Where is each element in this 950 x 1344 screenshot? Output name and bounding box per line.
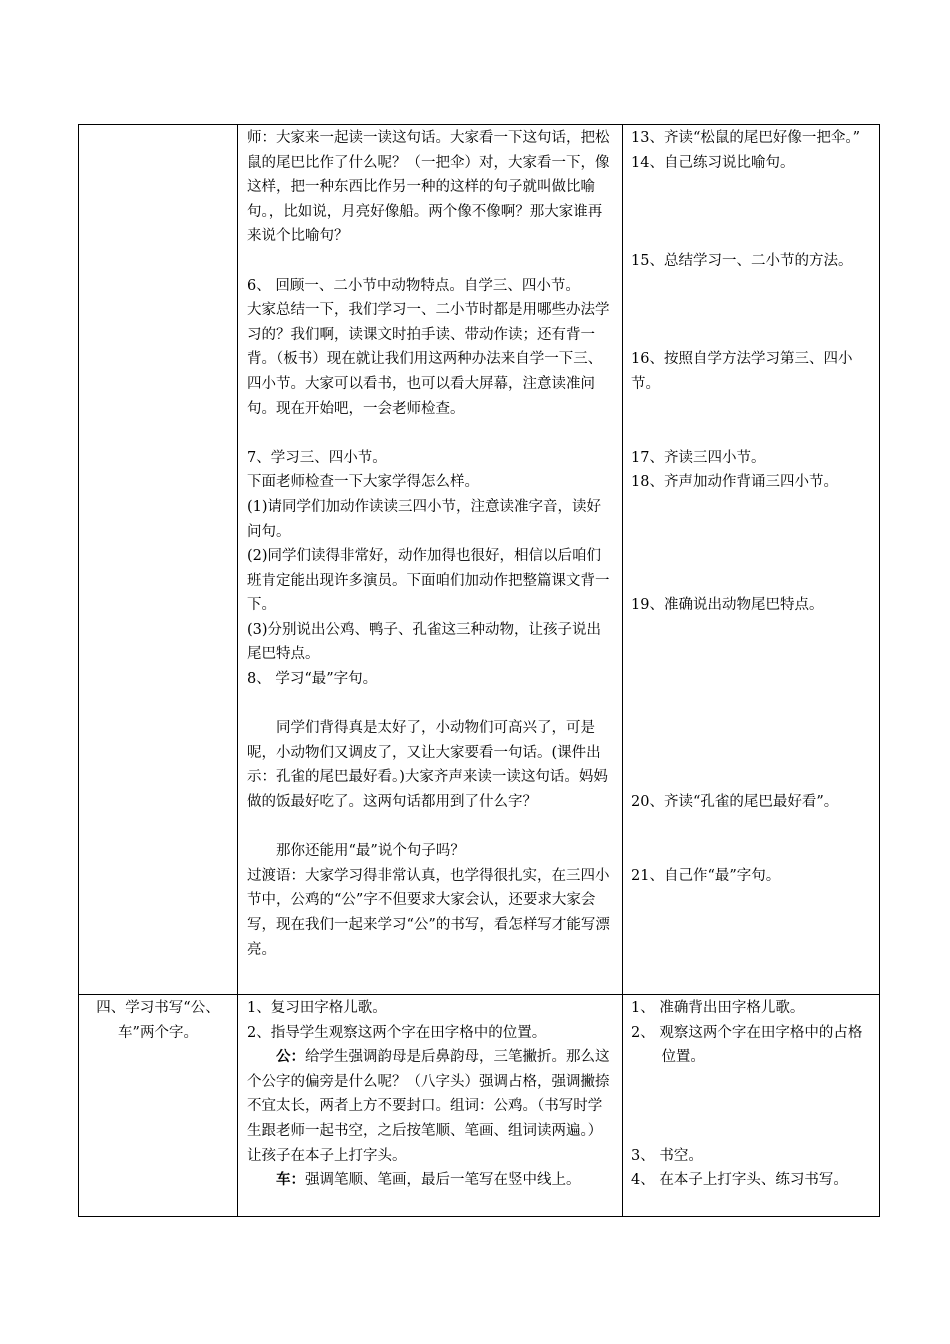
student-step-14: 14、自己练习说比喻句。 xyxy=(631,154,795,171)
teacher-step-2: 2、指导学生观察这两个字在田字格中的位置。 xyxy=(247,1024,547,1041)
student-step-17: 17、齐读三四小节。 xyxy=(631,449,766,466)
student-step-16: 16、按照自学方法学习第三、四小节。 xyxy=(631,351,853,392)
teacher-step-6-body: 大家总结一下，我们学习一、二小节时都是用哪些办法学习的？我们啊，读课文时拍手读、带动作读；还有背一背。（板书）现在就让我们用这两种办法来自学一下三、四小节。大家可以看书，也可以看大屏幕，注意读准问句。现在开始吧，一会老师检查。 xyxy=(247,302,610,417)
teacher-step-7-intro: 下面老师检查一下大家学得怎么样。 xyxy=(247,474,479,491)
student-step-19: 19、准确说出动物尾巴特点。 xyxy=(631,597,824,614)
student-step-15: 15、总结学习一、二小节的方法。 xyxy=(631,252,853,269)
student-step-2: 2、 观察这两个字在田字格中的占格位置。 xyxy=(631,1024,863,1066)
teacher-activity-cell xyxy=(238,125,623,995)
student-step-20: 20、齐读“孔雀的尾巴最好看”。 xyxy=(631,794,839,811)
teacher-transition-text: 过渡语：大家学习得非常认真，也学得很扎实，在三四小节中，公鸡的“公”字不但要求大家会认，还要求大家会写，现在我们一起来学习“公”的书写，看怎样写才能写漂亮。 xyxy=(247,867,610,958)
student-step-21: 21、自己作“最”字句。 xyxy=(631,867,781,884)
table-row xyxy=(79,995,880,1217)
teacher-step-8-body: 同学们背得真是太好了，小动物们可高兴了，可是呢，小动物们又调皮了，又让大家要看一句话。(课件出示：孔雀的尾巴最好看。)大家齐声来读一读这句话。妈妈做的饭最好吃了。这两句话都用到了什么字？ xyxy=(247,720,608,811)
teacher-activity-cell xyxy=(238,995,623,1217)
student-step-1: 1、 准确背出田字格儿歌。 xyxy=(631,1000,805,1016)
teacher-step-7-item-3: (3)分别说出公鸡、鸭子、孔雀这三种动物，让孩子说出尾巴特点。 xyxy=(247,621,602,663)
stage-cell xyxy=(79,125,238,995)
student-step-13: 13、齐读“松鼠的尾巴好像一把伞。” xyxy=(631,130,861,146)
student-activity-cell xyxy=(623,125,880,995)
che-label: 车： xyxy=(276,1171,305,1189)
teacher-step-6-title: 6、 回顾一、二小节中动物特点。自学三、四小节。 xyxy=(247,277,580,294)
teacher-step-7-title: 7、学习三、四小节。 xyxy=(247,449,387,466)
lesson-plan-table xyxy=(78,124,880,1217)
stage-text xyxy=(79,125,237,127)
teacher-step-8-title: 8、 学习“最”字句。 xyxy=(247,671,378,688)
teacher-step-5-text: 师：大家来一起读一读这句话。大家看一下这句话，把松鼠的尾巴比作了什么呢？（一把伞）对，大家看一下，像这样，把一种东西比作另一种的这样的句子就叫做比喻句。，比如说，月亮好像船。两个像不像啊？那大家谁再来说个比喻句？ xyxy=(247,130,610,245)
stage-text: 四、学习书写“公、车”两个字。 xyxy=(96,1000,220,1041)
student-activity-cell xyxy=(623,995,880,1217)
gong-label: 公： xyxy=(276,1048,305,1066)
teacher-step-7-item-2: (2)同学们读得非常好，动作加得也很好，相信以后咱们班肯定能出现许多演员。下面咱们加动作把整篇课文背一下。 xyxy=(247,548,610,614)
teacher-step-8-question: 那你还能用“最”说个句子吗？ xyxy=(276,843,465,860)
student-step-18: 18、齐声加动作背诵三四小节。 xyxy=(631,474,838,491)
teacher-step-1: 1、复习田字格儿歌。 xyxy=(247,1000,387,1016)
stage-cell xyxy=(79,995,238,1217)
che-guidance-text: 强调笔顺、笔画，最后一笔写在竖中线上。 xyxy=(305,1172,581,1189)
gong-guidance-text: 给学生强调韵母是后鼻韵母，三笔撇折。那么这个公字的偏旁是什么呢？（八字头）强调占格，强调撇捺不宜太长，两者上方不要封口。组词：公鸡。（书写时学生跟老师一起书空，之后按笔顺、笔画、组词读两遍。）让孩子在本子上打字头。 xyxy=(247,1049,610,1164)
teacher-step-7-item-1: (1)请同学们加动作读读三四小节，注意读准字音，读好问句。 xyxy=(247,498,602,540)
student-step-4: 4、 在本子上打字头、练习书写。 xyxy=(631,1172,848,1189)
student-step-3: 3、 书空。 xyxy=(631,1147,703,1164)
table-row xyxy=(79,125,880,995)
